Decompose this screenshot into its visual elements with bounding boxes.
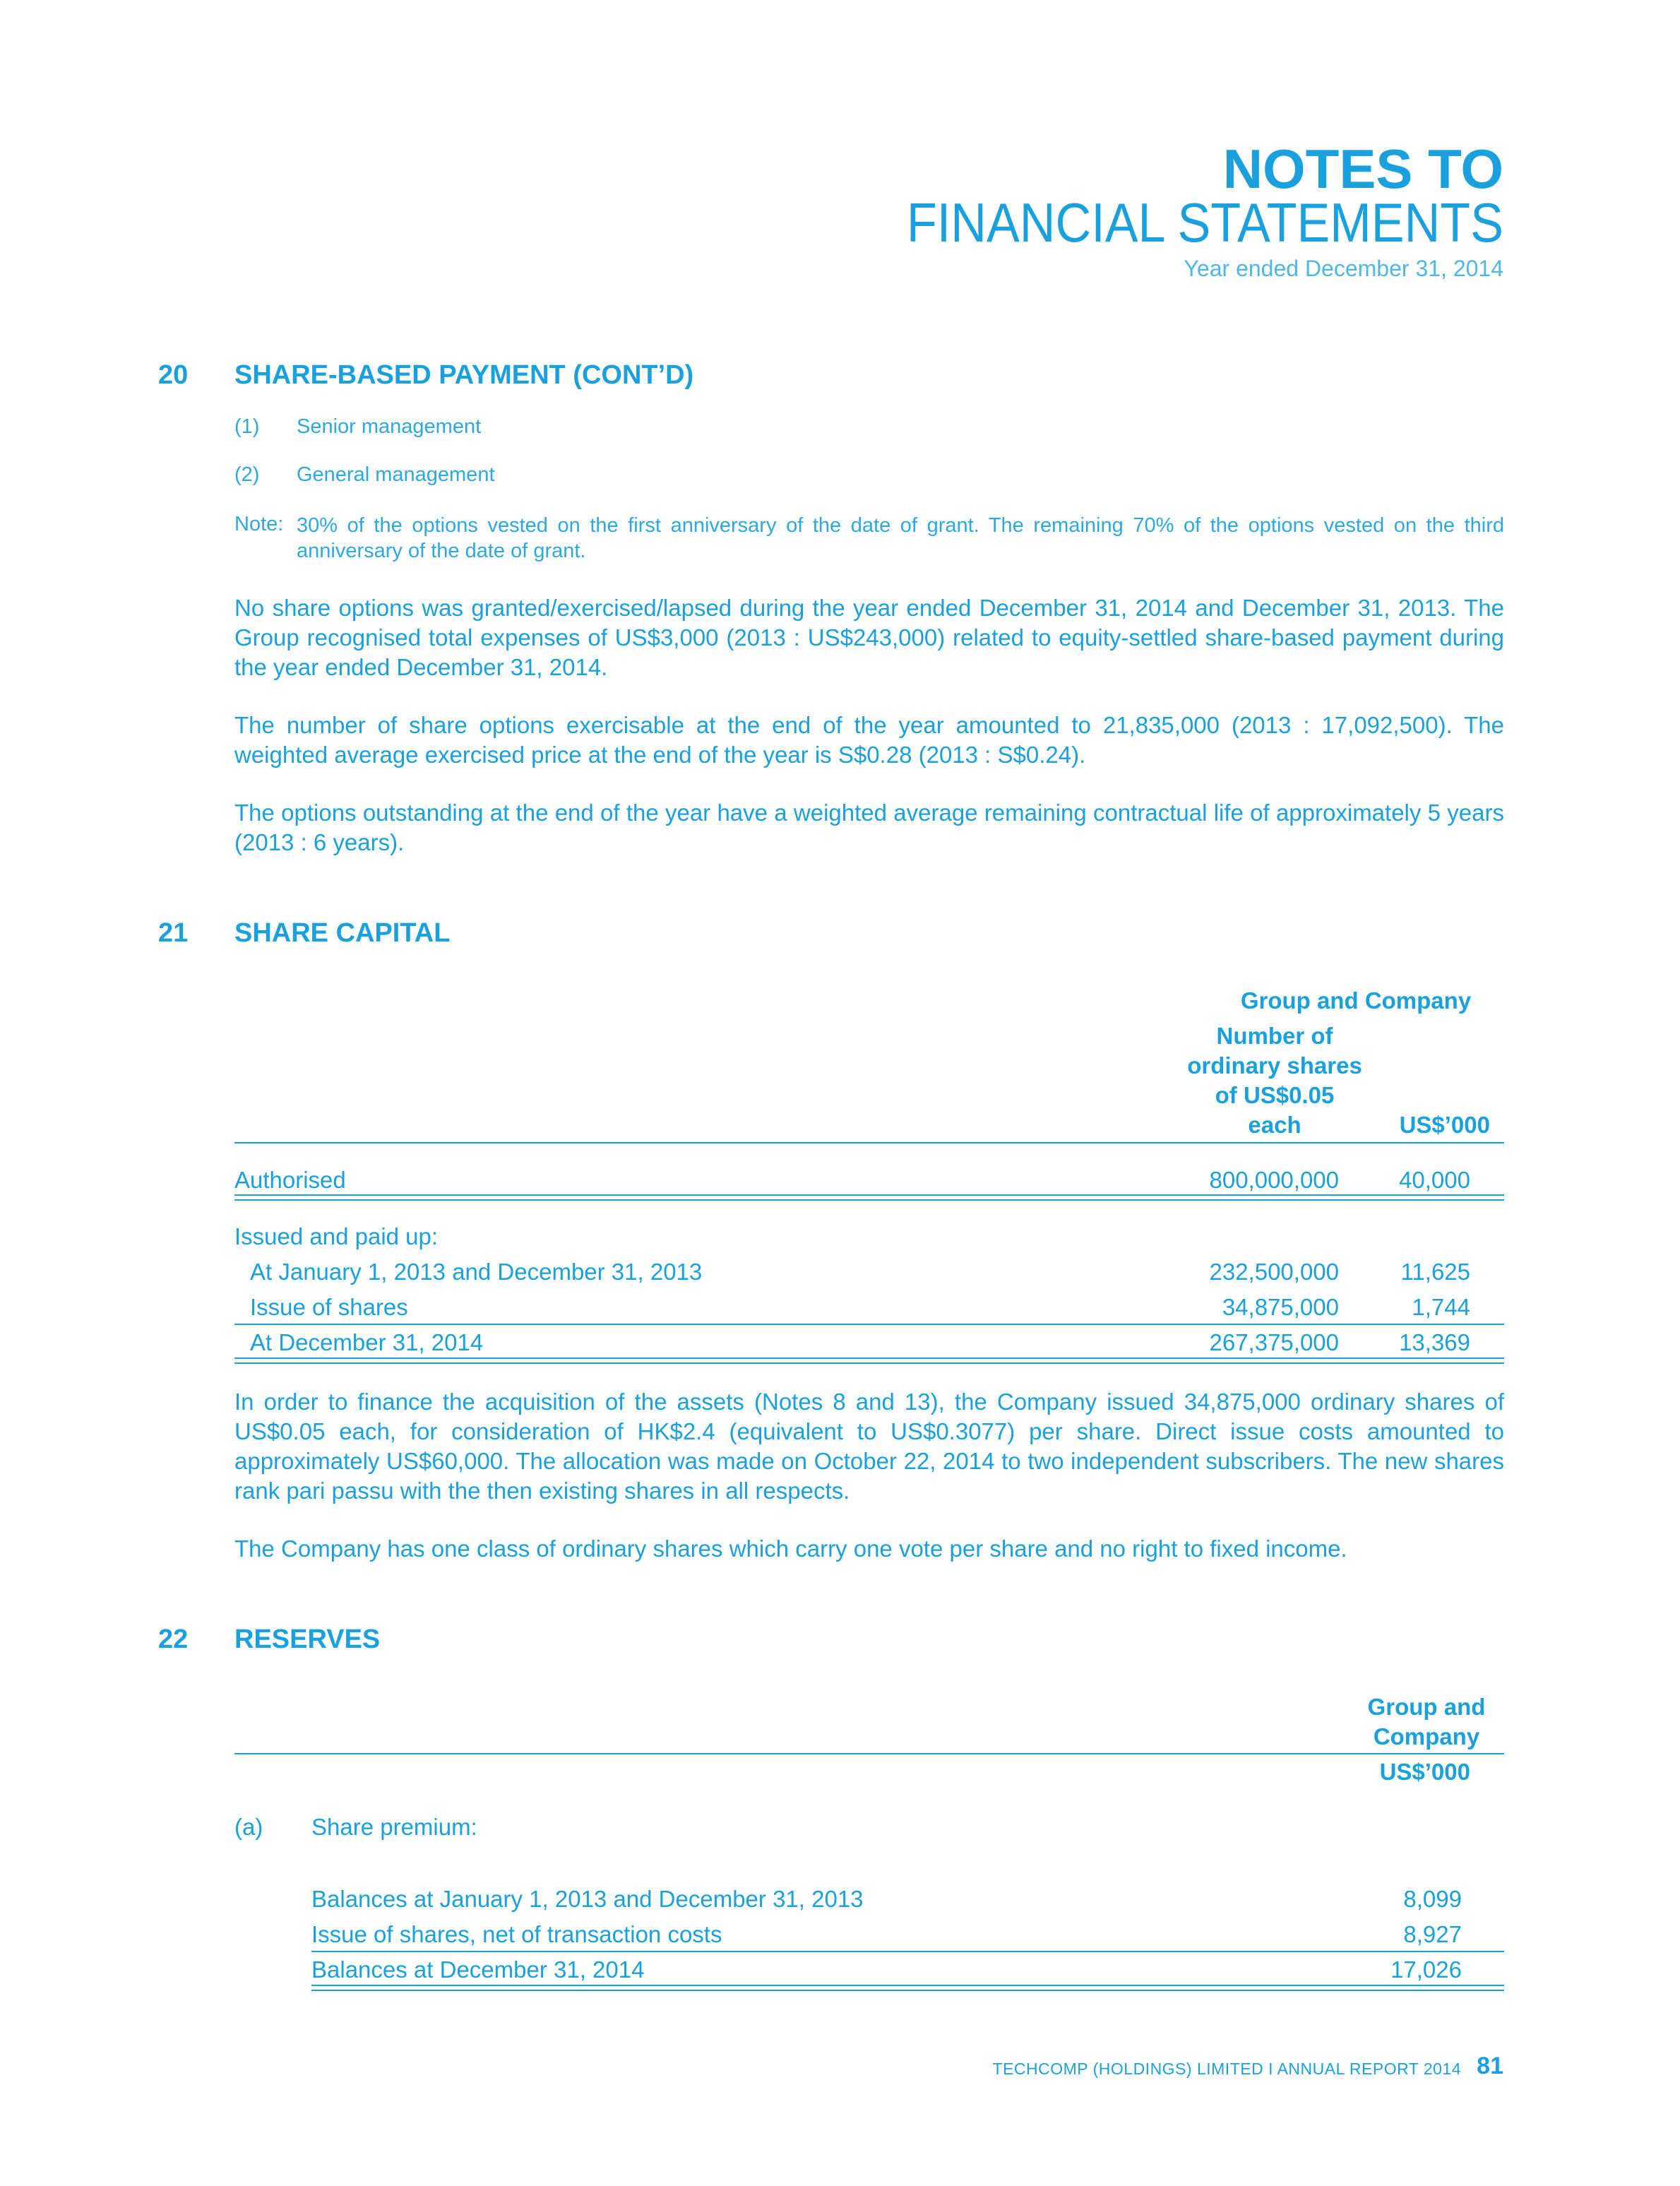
table-column-header-amount: US$’000 xyxy=(1379,1759,1470,1785)
table-column-header-shares: Number of ordinary shares of US$0.05 each xyxy=(1187,1023,1362,1138)
table-row-label: At January 1, 2013 and December 31, 2013 xyxy=(250,1259,703,1285)
table-section-label: Issued and paid up: xyxy=(234,1223,439,1249)
note-label: Note: xyxy=(234,513,284,535)
table-cell-amount: 1,744 xyxy=(1412,1294,1470,1320)
double-rule-top xyxy=(311,1985,1504,1986)
header-subtitle: Year ended December 31, 2014 xyxy=(1184,256,1503,281)
section-20-paragraph-3: The options outstanding at the end of the year have a weighted average remaining contractual life of approximately 5 years (2013 : 6 years). xyxy=(234,800,1504,855)
header-title-line2: FINANCIAL STATEMENTS xyxy=(906,191,1503,254)
table-cell-amount: 11,625 xyxy=(1400,1259,1470,1285)
table-cell-shares: 34,875,000 xyxy=(1222,1294,1339,1320)
section-21-paragraph-2: The Company has one class of ordinary shares which carry one vote per share and no right to fixed income. xyxy=(234,1535,1347,1562)
double-rule-bottom xyxy=(234,1199,1504,1201)
table-cell-amount: 8,927 xyxy=(1403,1921,1462,1947)
table-row-label: Authorised xyxy=(234,1167,346,1193)
page-number: 81 xyxy=(1477,2053,1503,2079)
table-group-header: Group and Company xyxy=(1367,1694,1486,1750)
note-text: 30% of the options vested on the first anniversary of the date of grant. The remaining 70% of the options vested on the third anniversary of the date of grant. xyxy=(297,514,1504,562)
list-item-text: General management xyxy=(297,463,495,486)
section-20-paragraph-1: No share options was granted/exercised/lapsed during the year ended December 31, 2014 and December 31, 2013. The Group recognised total expenses of US$3,000 (2013 : US$243,000) related to equity-settled share-based payment during the year ended December 31, 2014. xyxy=(234,595,1504,680)
section-21-number: 21 xyxy=(158,918,189,948)
list-item-marker: (1) xyxy=(234,415,260,438)
subtotal-rule xyxy=(234,1324,1504,1325)
table-column-header-amount: US$’000 xyxy=(1399,1112,1490,1138)
sub-section-marker: (a) xyxy=(234,1814,263,1840)
section-20-paragraph-2: The number of share options exercisable at the end of the year amounted to 21,835,000 (2013 : 17,092,500). The weighted average exercised price at the end of the year is S$0.28 (2013 : S$0.24). xyxy=(234,712,1504,768)
table-header-rule xyxy=(234,1142,1504,1144)
section-21-paragraph-1: In order to finance the acquisition of the assets (Notes 8 and 13), the Company issued 34,875,000 ordinary shares of US$0.05 each, for consideration of HK$2.4 (equivalent to US$0.3077) per share. Direct issue costs amounted to approximately US$60,000. The allocation was made on October 22, 2014 to two independent subscribers. The new shares rank pari passu with the then existing shares in all respects. xyxy=(234,1389,1504,1504)
table-cell-amount: 40,000 xyxy=(1399,1167,1470,1193)
double-rule-bottom xyxy=(311,1990,1504,1991)
section-22-title: RESERVES xyxy=(234,1624,381,1654)
table-cell-amount: 17,026 xyxy=(1390,1956,1462,1983)
section-20-number: 20 xyxy=(158,360,189,390)
table-row-label: At December 31, 2014 xyxy=(250,1329,484,1355)
footer-text: TECHCOMP (HOLDINGS) LIMITED I ANNUAL REPORT 2014 xyxy=(992,2060,1461,2078)
section-22-number: 22 xyxy=(158,1624,189,1654)
table-cell-shares: 232,500,000 xyxy=(1209,1259,1339,1285)
section-20-title: SHARE-BASED PAYMENT (CONT’D) xyxy=(234,360,694,390)
table-group-header: Group and Company xyxy=(1240,987,1472,1014)
list-item-text: Senior management xyxy=(297,415,482,438)
table-cell-shares: 800,000,000 xyxy=(1209,1167,1339,1193)
table-header-rule xyxy=(234,1753,1504,1754)
table-row-label: Balances at January 1, 2013 and December 31, 2013 xyxy=(311,1886,864,1912)
table-cell-shares: 267,375,000 xyxy=(1209,1329,1339,1355)
subtotal-rule xyxy=(311,1951,1504,1952)
double-rule-top xyxy=(234,1358,1504,1359)
table-row-label: Balances at December 31, 2014 xyxy=(311,1956,645,1983)
list-item-marker: (2) xyxy=(234,463,260,486)
table-cell-amount: 8,099 xyxy=(1403,1886,1462,1912)
section-21-title: SHARE CAPITAL xyxy=(234,918,451,948)
table-cell-amount: 13,369 xyxy=(1399,1329,1470,1355)
double-rule-bottom xyxy=(234,1362,1504,1364)
double-rule-top xyxy=(234,1194,1504,1196)
sub-section-title: Share premium: xyxy=(311,1814,477,1840)
header-title-line1: NOTES TO xyxy=(1222,138,1503,200)
table-row-label: Issue of shares xyxy=(250,1294,408,1320)
table-row-label: Issue of shares, net of transaction costs xyxy=(311,1921,722,1947)
